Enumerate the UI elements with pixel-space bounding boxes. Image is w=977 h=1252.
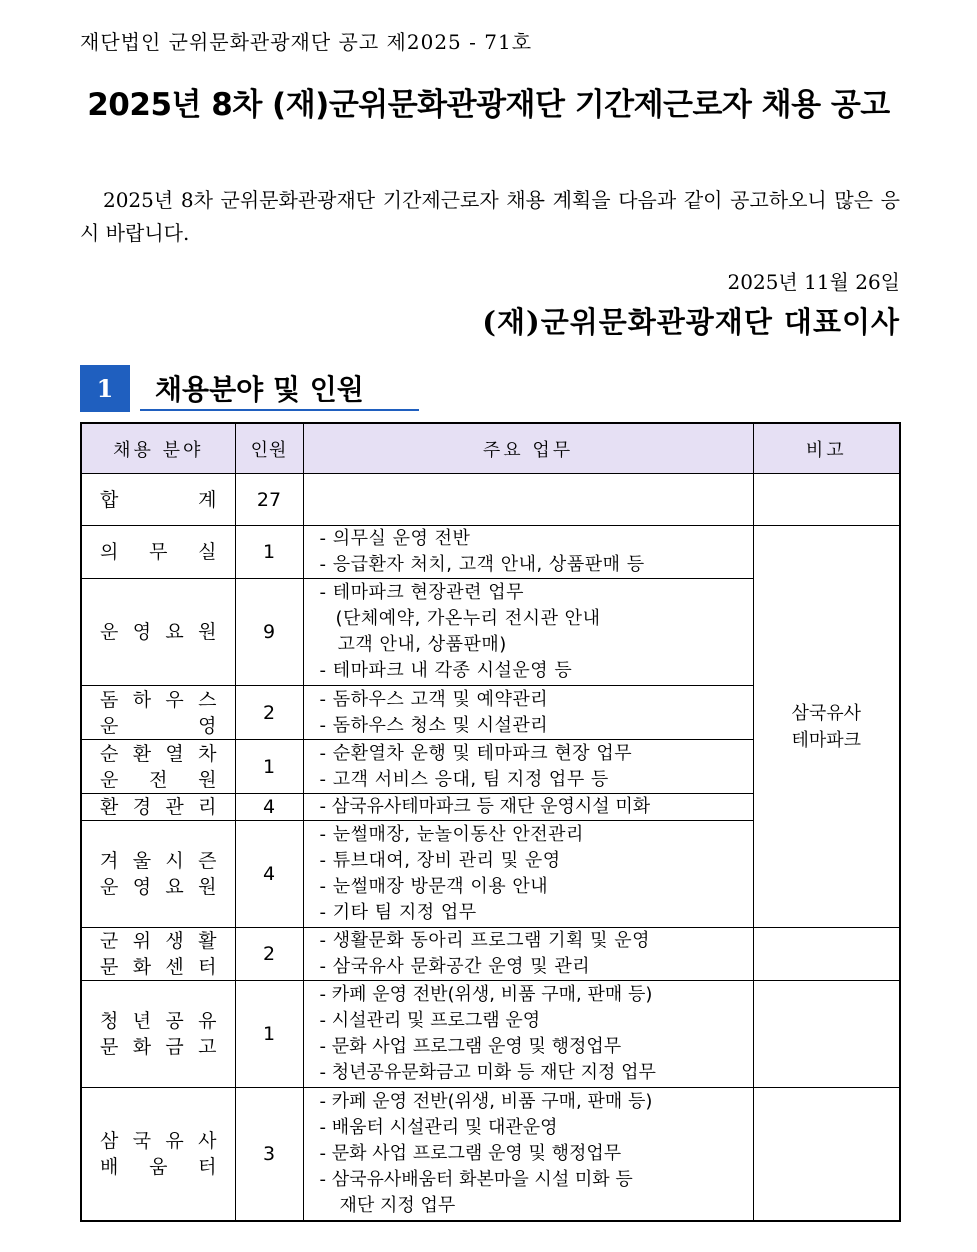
- table-header-row: [81, 423, 900, 474]
- issuer: (재)군위문화관광재단 대표이사: [482, 305, 900, 339]
- total-count: 27: [235, 474, 303, 526]
- field-name: 삼 국 유 사 배 움 터: [81, 1088, 235, 1221]
- total-duties: [303, 474, 753, 526]
- note-park: 삼국유사 테마파크: [753, 526, 900, 928]
- header-field: 채용 분야: [81, 423, 235, 474]
- field-duties: - 돔하우스 고객 및 예약관리 - 돔하우스 청소 및 시설관리: [303, 686, 753, 740]
- field-name: 의 무 실: [81, 526, 235, 579]
- note-empty: [753, 981, 900, 1088]
- header-note: 비고: [753, 423, 900, 474]
- table-row: [81, 981, 900, 1088]
- field-count: 9: [235, 579, 303, 686]
- field-duties: - 카페 운영 전반(위생, 비품 구매, 판매 등) - 시설관리 및 프로그램 운영 - 문화 사업 프로그램 운영 및 행정업무 - 청년공유문화금고 미화 등 재단 지정 업무: [303, 981, 753, 1088]
- field-duties: - 눈썰매장, 눈놀이동산 안전관리 - 튜브대여, 장비 관리 및 운영 - 눈썰매장 방문객 이용 안내 - 기타 팀 지정 업무: [303, 821, 753, 928]
- field-count: 3: [235, 1088, 303, 1221]
- notice-number: 재단법인 군위문화관광재단 공고 제2025 - 71호: [80, 30, 533, 54]
- recruitment-table: [80, 422, 901, 1222]
- field-name: 돔 하 우 스 운 영: [81, 686, 235, 740]
- intro-text: 2025년 8차 군위문화관광재단 기간제근로자 채용 계획을 다음과 같이 공고하오니 많은 응시 바랍니다.: [80, 188, 901, 245]
- field-count: 2: [235, 928, 303, 981]
- section-underline: [140, 409, 419, 411]
- note-empty: [753, 928, 900, 981]
- header-count: 인원: [235, 423, 303, 474]
- field-count: 1: [235, 526, 303, 579]
- field-duties: - 순환열차 운행 및 테마파크 현장 업무 - 고객 서비스 응대, 팀 지정 업무 등: [303, 740, 753, 794]
- field-duties: - 삼국유사테마파크 등 재단 운영시설 미화: [303, 794, 753, 821]
- field-duties: - 카페 운영 전반(위생, 비품 구매, 판매 등) - 배움터 시설관리 및 대관운영 - 문화 사업 프로그램 운영 및 행정업무 - 삼국유사배움터 화본마을 시설 미화 등 재단 지정 업무: [303, 1088, 753, 1221]
- header-duties: 주요 업무: [303, 423, 753, 474]
- field-duties: - 의무실 운영 전반 - 응급환자 처치, 고객 안내, 상품판매 등: [303, 526, 753, 579]
- total-label: 합 계: [81, 474, 235, 526]
- table-row: [81, 928, 900, 981]
- field-name: 청 년 공 유 문 화 금 고: [81, 981, 235, 1088]
- field-count: 1: [235, 981, 303, 1088]
- field-name: 환 경 관 리: [81, 794, 235, 821]
- field-name: 순 환 열 차 운 전 원: [81, 740, 235, 794]
- field-name: 운 영 요 원: [81, 579, 235, 686]
- table-row: [81, 1088, 900, 1221]
- table-row-total: [81, 474, 900, 526]
- section-title: 채용분야 및 인원: [155, 373, 364, 406]
- field-name: 겨 울 시 즌 운 영 요 원: [81, 821, 235, 928]
- field-duties: - 생활문화 동아리 프로그램 기획 및 운영 - 삼국유사 문화공간 운영 및 관리: [303, 928, 753, 981]
- note-empty: [753, 1088, 900, 1221]
- field-count: 4: [235, 794, 303, 821]
- field-count: 1: [235, 740, 303, 794]
- total-note: [753, 474, 900, 526]
- field-duties: - 테마파크 현장관련 업무 (단체예약, 가온누리 전시관 안내 고객 안내, 상품판매) - 테마파크 내 각종 시설운영 등: [303, 579, 753, 686]
- section-number-badge: 1: [80, 365, 130, 412]
- field-count: 2: [235, 686, 303, 740]
- table-row: [81, 526, 900, 579]
- notice-date: 2025년 11월 26일: [727, 270, 900, 294]
- field-count: 4: [235, 821, 303, 928]
- page-title: 2025년 8차 (재)군위문화관광재단 기간제근로자 채용 공고: [87, 87, 890, 123]
- field-name: 군 위 생 활 문 화 센 터: [81, 928, 235, 981]
